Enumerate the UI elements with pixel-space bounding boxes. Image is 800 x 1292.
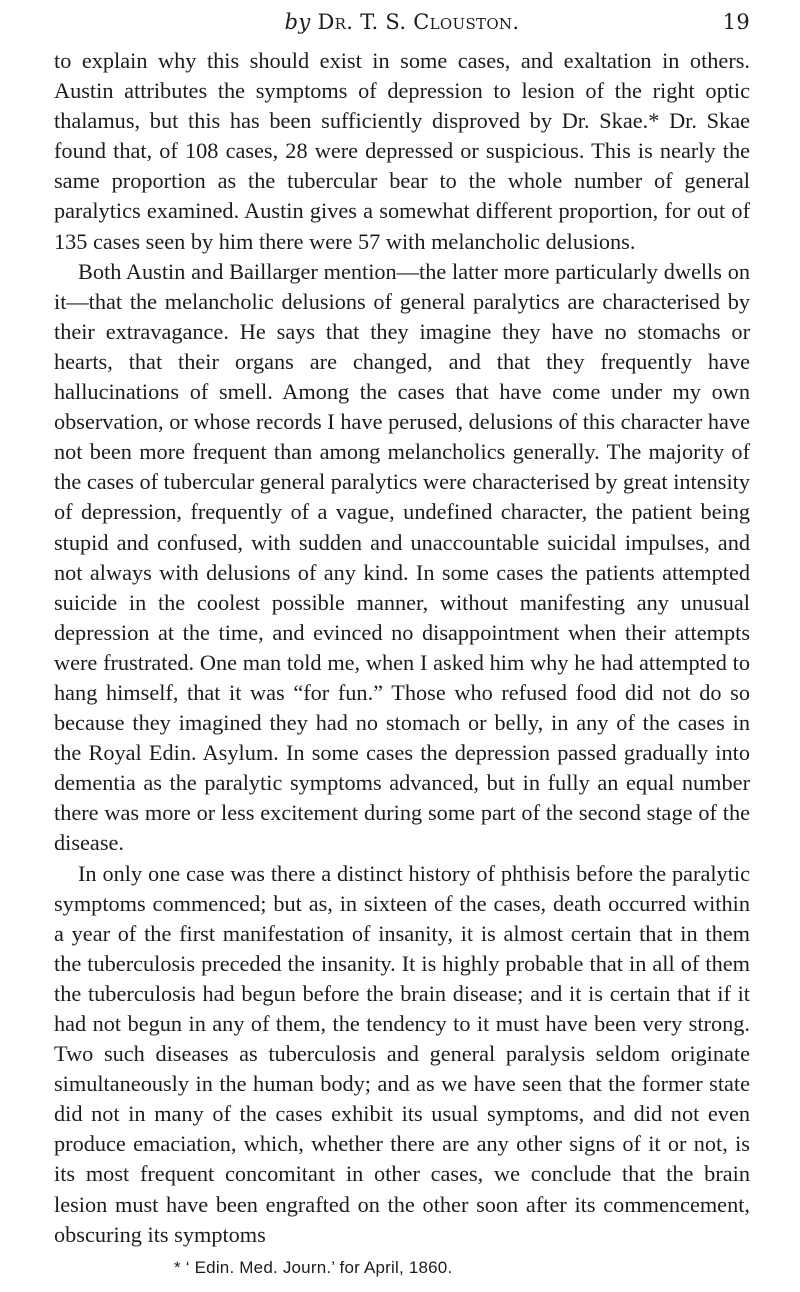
running-head-title — [285, 10, 520, 34]
paragraph-1: to explain why this should exist in some cases, and exaltation in others. Austin attributes the symptoms of depression to lesion of the right optic thalamus, but this has been sufficiently disproved by Dr. Skae.* Dr. Skae found that, of 108 cases, 28 were depressed or suspicious. This is nearly the same proportion as the tubercular bear to the whole number of general paralytics examined. Austin gives a somewhat different proportion, for out of 135 cases seen by him there were 57 with melancholic delusions. — [54, 48, 750, 254]
footnote: * ‘ Edin. Med. Journ.’ for April, 1860. — [174, 1257, 453, 1277]
paragraph-2: Both Austin and Baillarger mention—the latter more particularly dwells on it—that the melancholic delusions of general paralytics are characterised by their extravagance. He says that they imagine they have no stomachs or hearts, that their organs are changed, and that they frequently have hallucinations of smell. Among the cases that have come under my own observation, or whose records I have perused, delusions of this character have not been more frequent than among melancholics generally. The majority of the cases of tubercular general paralytics were characterised by great intensity of depression, frequently of a vague, undefined character, the patient being stupid and confused, with sudden and unaccountable suicidal impulses, and not always with delusions of any kind. In some cases the patients attempted suicide in the coolest possible manner, without manifesting any unusual depression at the time, and evinced no disappointment when their attempts were frustrated. One man told me, when I asked him why he had attempted to hang himself, that it was “for fun.” Those who refused food did not do so because they imagined they had no stomach or belly, in any of the cases in the Royal Edin. Asylum. In some cases the depression passed gradually into dementia as the paralytic symptoms advanced, but in fully an equal number there was more or less excitement during some part of the second stage of the disease. — [54, 258, 750, 856]
page-number: 19 — [722, 10, 750, 34]
running-head-prefix: by — [284, 10, 311, 34]
running-head-author: Dr. T. S. Clouston. — [317, 10, 520, 34]
body-text — [54, 46, 750, 1250]
running-head — [54, 0, 750, 44]
paragraph-3: In only one case was there a distinct history of phthisis before the paralytic symptoms commenced; but as, in sixteen of the cases, death occurred within a year of the first manifestation of insanity, it is almost certain that in them the tuberculosis preceded the insanity. It is highly probable that in all of them the tuberculosis had begun before the brain disease; and it is certain that if it had not begun in any of them, the tendency to it must have been very strong. Two such diseases as tuberculosis and general paralysis seldom originate simultaneously in the human body; and as we have seen that the former state did not in many of the cases exhibit its usual symptoms, and did not even produce emaciation, which, whether there are any other signs of it or not, is its most frequent concomitant in other cases, we conclude that the brain lesion must have been engrafted on the other soon after its commencement, obscuring its symptoms — [54, 860, 750, 1247]
